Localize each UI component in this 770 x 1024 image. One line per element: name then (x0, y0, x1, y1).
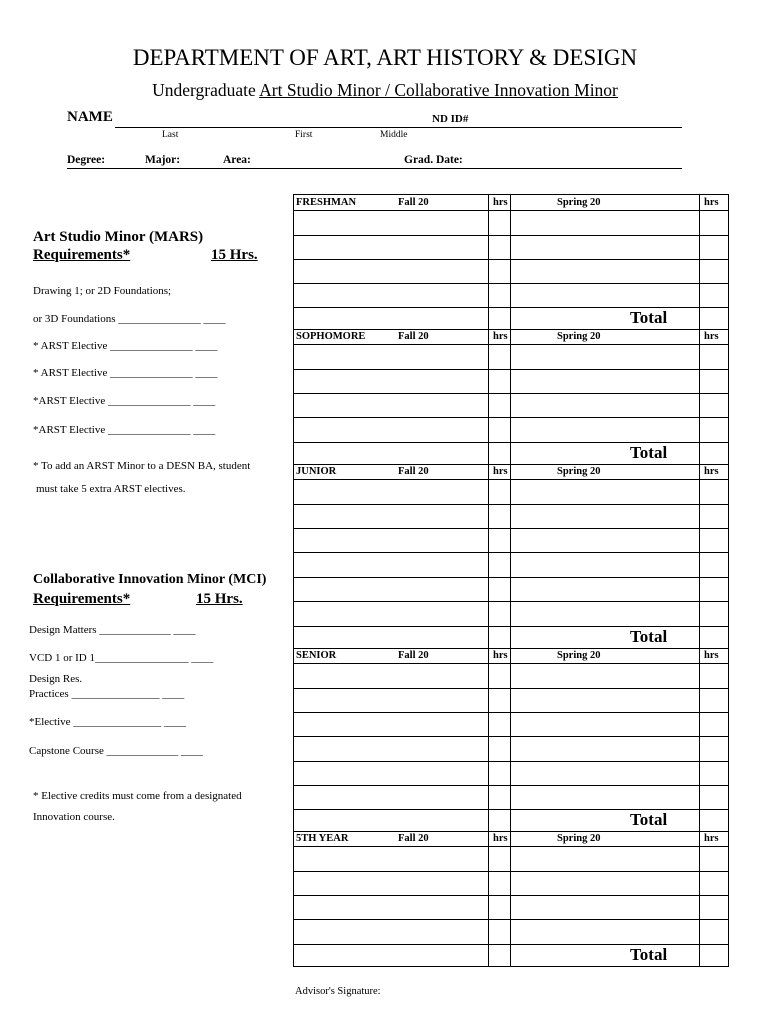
total-label-sophomore: Total (630, 443, 668, 462)
total-label-5th-year: Total (630, 945, 668, 964)
first-name-label: First (295, 130, 313, 140)
course-row[interactable] (294, 504, 728, 505)
year-label-sophomore: SOPHOMORE (296, 331, 366, 342)
mars-line-elective-2[interactable]: * ARST Elective _______________ ____ (33, 367, 218, 379)
mci-requirements-label: Requirements* (33, 591, 131, 607)
course-row[interactable] (294, 552, 728, 553)
course-row[interactable] (294, 210, 728, 211)
middle-name-label: Middle (380, 130, 408, 140)
course-row[interactable] (294, 417, 728, 418)
mars-requirements-label: Requirements* (33, 247, 131, 263)
course-row[interactable] (294, 528, 728, 529)
mars-note-line-1: * To add an ARST Minor to a DESN BA, student (33, 460, 251, 472)
hrs-label: hrs (704, 466, 719, 477)
fall-label: Fall 20 (398, 331, 429, 342)
area-label: Area: (223, 154, 251, 166)
name-label: NAME (67, 109, 113, 125)
mci-note-line-1: * Elective credits must come from a designated (33, 790, 242, 802)
mars-line-3d-foundations[interactable]: or 3D Foundations _______________ ____ (33, 313, 226, 325)
mci-line-practices[interactable]: Practices ________________ ____ (29, 688, 185, 700)
mci-note-line-2: Innovation course. (33, 811, 115, 823)
course-row[interactable] (294, 369, 728, 370)
mci-hours: 15 Hrs. (196, 591, 243, 607)
fall-label: Fall 20 (398, 833, 429, 844)
grid-divider (699, 195, 700, 966)
spring-label: Spring 20 (557, 650, 601, 661)
fall-label: Fall 20 (398, 197, 429, 208)
year-row (294, 464, 728, 465)
hrs-label: hrs (704, 650, 719, 661)
total-label-junior: Total (630, 627, 668, 646)
hrs-label: hrs (493, 331, 508, 342)
course-row[interactable] (294, 235, 728, 236)
subtitle-prefix: Undergraduate (152, 80, 260, 100)
course-row[interactable] (294, 577, 728, 578)
course-row[interactable] (294, 601, 728, 602)
total-label-freshman: Total (630, 308, 668, 327)
course-row[interactable] (294, 895, 728, 896)
course-row[interactable] (294, 259, 728, 260)
mars-line-elective-4[interactable]: *ARST Elective _______________ ____ (33, 424, 216, 436)
course-row[interactable] (294, 785, 728, 786)
hrs-label: hrs (704, 833, 719, 844)
spring-label: Spring 20 (557, 331, 601, 342)
course-row[interactable] (294, 919, 728, 920)
mci-line-elective[interactable]: *Elective ________________ ____ (29, 716, 187, 728)
mars-hours: 15 Hrs. (211, 247, 258, 263)
spring-label: Spring 20 (557, 466, 601, 477)
mci-line-design-res: Design Res. (29, 673, 83, 685)
year-row (294, 648, 728, 649)
course-row[interactable] (294, 344, 728, 345)
mars-line-elective-1[interactable]: * ARST Elective _______________ ____ (33, 340, 218, 352)
hrs-label: hrs (704, 197, 719, 208)
degree-label: Degree: (67, 154, 106, 166)
course-row[interactable] (294, 736, 728, 737)
course-row[interactable] (294, 846, 728, 847)
fall-label: Fall 20 (398, 650, 429, 661)
mars-line-elective-3[interactable]: *ARST Elective _______________ ____ (33, 395, 216, 407)
grid-divider (488, 195, 489, 966)
spring-label: Spring 20 (557, 833, 601, 844)
course-row[interactable] (294, 663, 728, 664)
year-label-junior: JUNIOR (296, 466, 337, 477)
last-name-label: Last (162, 130, 179, 140)
grid-divider (510, 195, 511, 966)
mci-line-capstone[interactable]: Capstone Course _____________ ____ (29, 745, 203, 757)
page-title: DEPARTMENT OF ART, ART HISTORY & DESIGN (132, 45, 638, 70)
course-row[interactable] (294, 688, 728, 689)
year-label-freshman: FRESHMAN (296, 197, 357, 208)
mars-line-drawing: Drawing 1; or 2D Foundations; (33, 285, 172, 297)
degree-field-line[interactable] (67, 168, 682, 169)
total-label-senior: Total (630, 810, 668, 829)
course-row[interactable] (294, 761, 728, 762)
course-row[interactable] (294, 479, 728, 480)
course-row[interactable] (294, 283, 728, 284)
grad-date-label: Grad. Date: (404, 154, 463, 166)
hrs-label: hrs (493, 466, 508, 477)
mci-title: Collaborative Innovation Minor (MCI) (33, 572, 267, 587)
name-field-line[interactable] (115, 127, 682, 128)
course-row[interactable] (294, 393, 728, 394)
fall-label: Fall 20 (398, 466, 429, 477)
course-row[interactable] (294, 712, 728, 713)
mars-note-line-2: must take 5 extra ARST electives. (36, 483, 186, 495)
year-label-5th-year: 5TH YEAR (296, 833, 349, 844)
advisor-signature-label: Advisor's Signature: (295, 986, 381, 997)
year-label-senior: SENIOR (296, 650, 337, 661)
major-label: Major: (145, 154, 181, 166)
hrs-label: hrs (493, 833, 508, 844)
hrs-label: hrs (493, 197, 508, 208)
spring-label: Spring 20 (557, 197, 601, 208)
nd-id-label: ND ID# (432, 113, 469, 125)
course-row[interactable] (294, 871, 728, 872)
subtitle-minors: Art Studio Minor / Collaborative Innovation Minor (259, 80, 618, 100)
hrs-label: hrs (493, 650, 508, 661)
hrs-label: hrs (704, 331, 719, 342)
mci-line-design-matters[interactable]: Design Matters _____________ ____ (29, 624, 196, 636)
course-schedule-grid (293, 194, 729, 967)
mars-title: Art Studio Minor (MARS) (33, 229, 204, 245)
year-row (294, 329, 728, 330)
mci-line-vcd-id[interactable]: VCD 1 or ID 1_________________ ____ (29, 652, 214, 664)
year-row (294, 831, 728, 832)
page-subtitle (0, 80, 770, 101)
